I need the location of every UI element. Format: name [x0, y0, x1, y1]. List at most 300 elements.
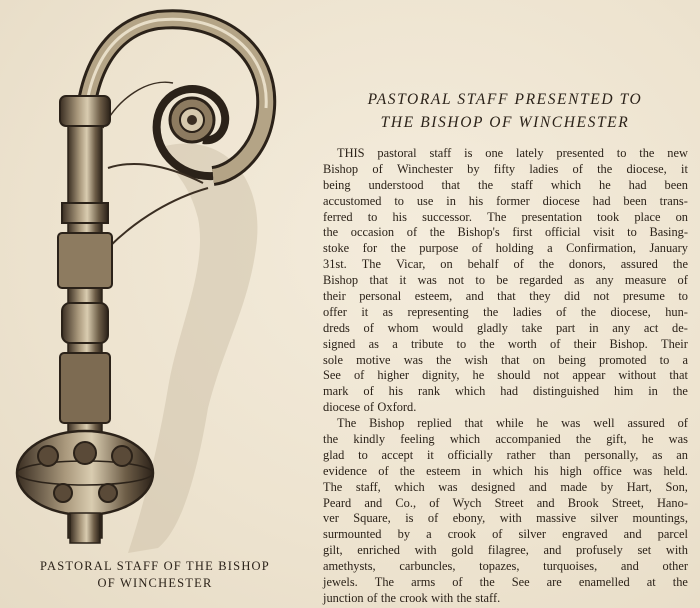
article-word: motive	[356, 352, 391, 367]
article-word: on	[532, 352, 546, 367]
article-word: he	[599, 177, 611, 192]
article-word: the	[380, 590, 397, 605]
article-word: not	[448, 273, 465, 288]
article-word: glad	[323, 447, 345, 462]
article-word: been	[664, 177, 688, 192]
article-word: was	[632, 463, 653, 478]
article-word: the	[672, 384, 688, 399]
article-word: Vicar,	[395, 257, 426, 272]
article-word: gift,	[606, 432, 627, 447]
article-word: representing	[407, 304, 469, 319]
article-word: staff,	[355, 479, 381, 494]
article-word: the	[672, 257, 688, 272]
article-word: amethysts,	[323, 559, 376, 574]
article-word: not	[593, 289, 610, 304]
article-word: donors,	[568, 257, 606, 272]
article-word: it	[681, 161, 688, 176]
article-word: Son,	[665, 479, 688, 494]
article-word: at	[646, 575, 656, 590]
article-word: distinguished	[533, 384, 600, 399]
article-word: holding	[495, 241, 534, 256]
article-word: officially	[447, 447, 493, 462]
article-word: designed	[471, 479, 516, 494]
article-word: Bishop	[369, 416, 405, 431]
article-word: had	[628, 177, 647, 192]
article-word: topazes,	[479, 559, 520, 574]
article-word: that	[464, 416, 484, 431]
article-word: was	[403, 352, 423, 367]
article-word: was	[668, 432, 688, 447]
article-word: hun-	[665, 304, 688, 319]
article-word: him	[614, 384, 634, 399]
article-word: is	[464, 146, 473, 160]
article-word: by	[397, 527, 411, 542]
article-word: the	[399, 463, 415, 478]
article-word: the	[639, 146, 655, 160]
article-word: staff.	[475, 590, 501, 605]
article-word: de-	[672, 320, 688, 335]
article-word: on	[675, 209, 688, 224]
article-word: Confirmation,	[566, 241, 636, 256]
article-line	[323, 496, 688, 512]
article-word: their	[323, 289, 346, 304]
article-word: staff	[511, 177, 533, 192]
article-word: lately	[516, 146, 544, 160]
article-word: arms	[411, 575, 436, 590]
article-word: a	[547, 241, 553, 256]
article-word: tribute	[410, 336, 444, 351]
article-word: office	[593, 463, 622, 478]
article-word: dreds	[323, 320, 350, 335]
article-word: of	[550, 336, 561, 351]
article-word: promoted	[599, 352, 647, 367]
article-word: Winchester	[396, 161, 453, 176]
article-word: Their	[661, 336, 688, 351]
article-word: the	[538, 257, 554, 272]
article-line	[323, 194, 688, 210]
article-word: that	[497, 289, 516, 304]
caption-line: OF WINCHESTER	[97, 576, 213, 590]
article-word: successor.	[422, 209, 472, 224]
article-word: that	[441, 177, 461, 192]
article-word: Bishop	[323, 273, 359, 288]
article-line	[323, 178, 688, 194]
article-word: to	[358, 447, 368, 462]
article-word: to	[678, 289, 688, 304]
article-word: purpose	[419, 241, 459, 256]
article-word: their	[573, 336, 597, 351]
article-word: his	[468, 193, 484, 208]
article-line	[323, 416, 688, 432]
article-word: Square,	[353, 511, 391, 526]
article-word: was	[417, 273, 437, 288]
article-word: a	[682, 352, 688, 367]
article-word: of	[363, 400, 374, 415]
article-line	[323, 257, 688, 273]
article-word: any	[595, 273, 614, 288]
article-word: one	[485, 146, 504, 160]
article-word: January	[649, 241, 688, 256]
article-word: in	[446, 193, 456, 208]
article-body	[323, 146, 688, 607]
article-word: was	[561, 416, 581, 431]
article-word: which	[394, 479, 425, 494]
article-word: crook	[447, 527, 476, 542]
article-word: mountings,	[632, 511, 688, 526]
article-word: any	[612, 320, 631, 335]
article-word: and	[528, 479, 547, 494]
article-word: the	[575, 432, 592, 447]
article-word: the	[323, 432, 339, 447]
article-word: The	[361, 257, 381, 272]
article-word: to	[627, 225, 637, 240]
article-line	[323, 210, 688, 226]
illustration-caption	[10, 558, 300, 592]
article-word: and	[623, 527, 642, 542]
article-word: ladies	[529, 161, 559, 176]
article-word: ver	[323, 511, 339, 526]
article-word: kindly	[353, 432, 386, 447]
article-word: gladly	[476, 320, 508, 335]
article-word: it	[426, 447, 434, 462]
article-word: that	[369, 273, 389, 288]
article-word: assured	[620, 257, 658, 272]
article-word: profusely	[576, 543, 623, 558]
article-word: the	[672, 575, 688, 590]
article-title	[316, 88, 694, 134]
article-word: as	[382, 304, 393, 319]
article-word: with	[665, 543, 688, 558]
article-line	[323, 591, 688, 607]
article-word: diocese	[542, 193, 580, 208]
article-word: The	[487, 209, 507, 224]
article-word: use	[416, 193, 434, 208]
article-word: and	[364, 495, 383, 510]
article-line	[323, 337, 688, 353]
article-word: understood	[368, 177, 424, 192]
article-word: and	[620, 559, 639, 574]
article-line	[323, 368, 688, 384]
article-word: of	[429, 495, 440, 510]
article-word: esteem	[426, 463, 461, 478]
article-word: to	[616, 146, 627, 160]
article-word: silver	[590, 511, 619, 526]
article-word: behalf	[467, 257, 499, 272]
article-word: the	[456, 590, 472, 605]
article-word: and	[543, 543, 562, 558]
article-word: would	[432, 320, 464, 335]
article-word: the	[597, 161, 613, 176]
article-word: evidence	[323, 463, 368, 478]
article-word: are	[546, 575, 562, 590]
article-word: diocese,	[610, 304, 651, 319]
article-word: ferred	[323, 209, 353, 224]
article-word: was	[438, 479, 458, 494]
article-word: of	[471, 241, 483, 256]
article-word: well	[593, 416, 615, 431]
article-word: it	[399, 273, 407, 288]
article-line	[323, 480, 688, 496]
article-line	[323, 384, 688, 400]
article-word: presented	[556, 146, 604, 160]
article-word: that	[501, 352, 520, 367]
article-line	[323, 353, 688, 369]
article-word: Hano-	[656, 495, 688, 510]
article-word: without	[618, 368, 657, 383]
article-word: measure	[624, 273, 667, 288]
article-word: Peard	[323, 495, 352, 510]
article-word: had	[592, 193, 611, 208]
article-line	[323, 146, 688, 162]
article-word: of	[378, 463, 389, 478]
article-word: gold	[451, 543, 474, 558]
article-word: he	[641, 432, 654, 447]
article-word: regarded	[519, 273, 563, 288]
article-word: of	[677, 273, 688, 288]
article-word: act	[643, 320, 659, 335]
article-word: to	[456, 336, 467, 351]
article-word: enriched	[357, 543, 400, 558]
article-word: it	[361, 304, 369, 319]
article-line	[323, 575, 688, 591]
article-word: The	[374, 575, 395, 590]
article-word: a	[426, 527, 432, 542]
article-word: silver	[518, 527, 547, 542]
article-word: which	[550, 177, 582, 192]
article-word: other	[662, 559, 688, 574]
article-word: be	[496, 273, 509, 288]
article-word: made	[560, 479, 588, 494]
watermark	[288, 286, 408, 326]
article-word: held.	[663, 463, 688, 478]
article-word: of	[677, 416, 688, 431]
article-word: the	[483, 304, 499, 319]
article-word: surmounted	[323, 527, 382, 542]
article-word: is	[405, 511, 414, 526]
article-word: massive	[536, 511, 577, 526]
article-word: THIS	[337, 146, 365, 160]
article-word: to	[367, 209, 378, 224]
article-word: Oxford.	[377, 400, 417, 415]
article-word: than	[549, 447, 571, 462]
article-word: of	[572, 161, 583, 176]
article-word: diocese,	[626, 161, 667, 176]
article-word: turquoises,	[543, 559, 598, 574]
article-word: the	[323, 225, 339, 240]
article-word: Bishop.	[609, 336, 648, 351]
article-word: the	[429, 225, 445, 240]
article-line	[323, 559, 688, 575]
article-word: he	[536, 416, 549, 431]
article-word: of	[513, 257, 524, 272]
article-word: rank	[418, 384, 441, 399]
article-word: ladies	[512, 304, 542, 319]
title-line: PASTORAL STAFF PRESENTED TO	[367, 91, 643, 108]
article-word: of	[427, 511, 439, 526]
article-line	[323, 543, 688, 559]
article-word: presentation	[521, 209, 583, 224]
article-word: as	[368, 336, 379, 351]
article-word: in	[648, 384, 658, 399]
pastoral-staff-engraving	[8, 8, 308, 558]
article-word: personal	[359, 289, 402, 304]
article-word: part	[555, 320, 576, 335]
article-word: of	[452, 575, 463, 590]
article-line	[323, 448, 688, 464]
article-word: occasion	[350, 225, 395, 240]
article-word: that	[669, 368, 688, 383]
article-word: did	[564, 289, 580, 304]
article-word: the	[478, 177, 494, 192]
title-line: THE BISHOP OF WINCHESTER	[380, 114, 630, 131]
article-word: set	[637, 543, 652, 558]
article-line	[323, 511, 688, 527]
article-word: feeling	[400, 432, 435, 447]
article-word: crook	[399, 590, 428, 605]
article-word: the	[479, 575, 495, 590]
article-word: visit	[593, 225, 615, 240]
article-word: The	[337, 416, 357, 431]
article-line	[323, 527, 688, 543]
article-word: esteem,	[414, 289, 453, 304]
article-word: signed	[323, 336, 356, 351]
article-word: take	[521, 320, 543, 335]
article-word: carbuncles,	[399, 559, 456, 574]
article-word: Co.,	[395, 495, 417, 510]
article-word: of	[372, 161, 383, 176]
article-line	[323, 241, 688, 257]
article-word: of	[406, 225, 418, 240]
article-word: he	[472, 368, 485, 383]
article-word: pastoral	[377, 146, 417, 160]
article-word: been	[623, 193, 647, 208]
article-word: which	[449, 432, 481, 447]
article-word: his	[534, 463, 549, 478]
article-word: See	[323, 368, 341, 383]
article-word: being	[323, 177, 351, 192]
article-word: first	[512, 225, 533, 240]
article-line	[323, 225, 688, 241]
article-word: Brook	[567, 495, 599, 510]
article-word: official	[544, 225, 581, 240]
article-word: staff	[429, 146, 452, 160]
article-word: appear	[572, 368, 606, 383]
article-word: of	[363, 384, 374, 399]
article-word: the	[479, 336, 495, 351]
article-word: fifty	[493, 161, 516, 176]
article-word: diocese	[323, 400, 361, 415]
article-line	[323, 464, 688, 480]
article-word: new	[667, 146, 688, 160]
article-word: engraved	[562, 527, 608, 542]
article-word: of	[556, 304, 567, 319]
article-word: jewels.	[323, 575, 358, 590]
article-word: as	[652, 447, 663, 462]
article-word: with	[431, 590, 454, 605]
article-word: enamelled	[578, 575, 630, 590]
article-word: gilt,	[323, 543, 343, 558]
article-word: of	[492, 527, 503, 542]
article-word: his	[392, 209, 407, 224]
article-word: parcel	[657, 527, 688, 542]
article-word: stoke	[323, 241, 350, 256]
article-word: in	[471, 463, 482, 478]
article-line	[323, 432, 688, 448]
article-word: the	[436, 352, 452, 367]
article-word: filagree,	[487, 543, 529, 558]
article-word: to	[394, 193, 404, 208]
article-word: being	[558, 352, 586, 367]
article-word: they	[529, 289, 551, 304]
article-word: high	[559, 463, 582, 478]
article-line	[323, 400, 688, 416]
article-word: ebony,	[452, 511, 486, 526]
article-word: personally,	[584, 447, 639, 462]
article-word: on	[440, 257, 453, 272]
article-word: an	[676, 447, 688, 462]
article-word: while	[496, 416, 524, 431]
article-word: worth	[507, 336, 537, 351]
article-word: in	[588, 320, 599, 335]
article-word: and	[536, 495, 555, 510]
article-word: had	[500, 384, 519, 399]
article-word: of	[367, 590, 378, 605]
article-word: to	[475, 273, 486, 288]
article-word: the	[580, 304, 597, 319]
article-word: a	[392, 336, 398, 351]
article-word: should	[497, 368, 531, 383]
article-word: offer	[323, 304, 347, 319]
article-word: 31st.	[323, 257, 347, 272]
article-word: rather	[506, 447, 536, 462]
article-word: for	[362, 241, 378, 256]
article-word: trans-	[659, 193, 688, 208]
article-word: presume	[622, 289, 665, 304]
article-word: with	[414, 543, 437, 558]
article-word: to	[659, 352, 670, 367]
article-word: The	[323, 479, 343, 494]
article-word: not	[543, 368, 560, 383]
article-word: Bishop	[323, 161, 359, 176]
article-line	[323, 162, 688, 178]
article-word: wish	[464, 352, 488, 367]
article-word: as	[574, 273, 585, 288]
article-word: which	[492, 463, 523, 478]
article-word: whom	[387, 320, 419, 335]
article-word: which	[454, 384, 486, 399]
article-word: junction	[323, 590, 364, 605]
article-word: Basing-	[649, 225, 688, 240]
article-word: Street,	[611, 495, 644, 510]
article-word: sole	[323, 352, 343, 367]
article-word: took	[597, 209, 620, 224]
article-word: accustomed	[323, 193, 382, 208]
article-word: the	[390, 241, 406, 256]
article-word: place	[634, 209, 661, 224]
caption-line: PASTORAL STAFF OF THE BISHOP	[40, 559, 270, 573]
article-word: accompanied	[495, 432, 561, 447]
article-word: Hart,	[626, 479, 652, 494]
article-word: dignity,	[422, 368, 460, 383]
article-word: with	[499, 511, 522, 526]
article-word: assured	[627, 416, 665, 431]
article-word: by	[467, 161, 480, 176]
article-word: his	[388, 384, 404, 399]
article-word: of	[353, 368, 365, 383]
article-word: Wych	[452, 495, 482, 510]
article-word: of	[363, 320, 374, 335]
article-word: Street	[494, 495, 524, 510]
